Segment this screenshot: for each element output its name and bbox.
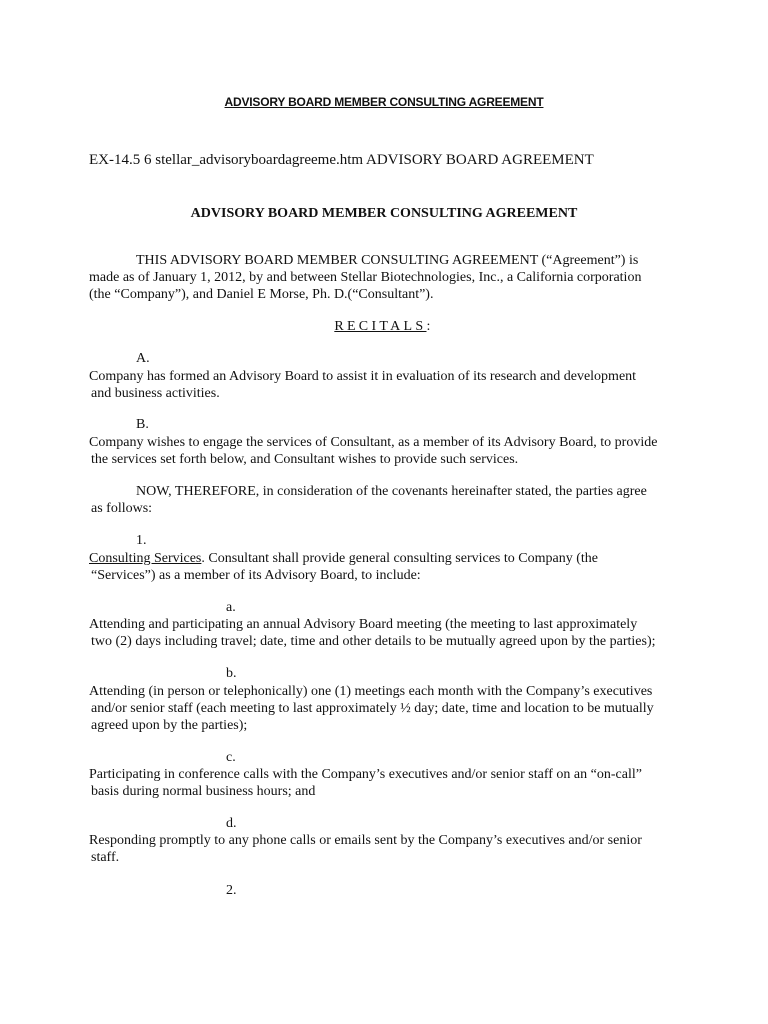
recitals-colon: : [426, 319, 434, 334]
intro-line: made as of January 1, 2012, by and between Stellar Biotechnologies, Inc., a California corporation [89, 270, 642, 285]
item-line: basis during normal business hours; and [91, 784, 316, 799]
item-marker: b. [226, 666, 237, 681]
recitals-heading [0, 318, 768, 335]
item-marker: d. [226, 816, 237, 831]
item-line: Attending and participating an annual Advisory Board meeting (the meeting to last approximately [89, 617, 638, 632]
recital-a [89, 368, 689, 402]
item-line: agreed upon by the parties); [91, 718, 248, 733]
item-line: and/or senior staff (each meeting to last approximately ½ day; date, time and location to be mutually [91, 701, 654, 716]
item-line: Responding promptly to any phone calls or emails sent by the Company’s executives and/or senior [89, 833, 642, 848]
recital-line: and business activities. [91, 386, 220, 401]
item-d [89, 832, 689, 866]
item-c [89, 766, 689, 800]
item-a [89, 616, 689, 650]
recital-marker: B. [136, 417, 149, 432]
therefore-line: as follows: [91, 501, 153, 516]
section-1 [89, 550, 689, 584]
recital-line: the services set forth below, and Consultant wishes to provide such services. [91, 452, 519, 467]
therefore-line: NOW, THEREFORE, in consideration of the covenants hereinafter stated, the parties agree [136, 484, 647, 499]
item-marker: c. [226, 750, 236, 765]
section-marker: 1. [136, 533, 147, 548]
section-marker: 2. [226, 883, 237, 898]
section-line: . Consultant shall provide general consulting services to Company (the [201, 551, 598, 566]
item-b [89, 683, 689, 734]
document-title: ADVISORY BOARD MEMBER CONSULTING AGREEMENT [190, 206, 578, 221]
recital-b [89, 434, 689, 468]
item-line: Participating in conference calls with the Company’s executives and/or senior staff on an “on-call” [89, 767, 642, 782]
intro-paragraph [89, 252, 689, 303]
item-marker: a. [226, 600, 236, 615]
recitals-heading-text: RECITALS [334, 319, 427, 334]
intro-line: (the “Company”), and Daniel E Morse, Ph. D.(“Consultant”). [89, 287, 434, 302]
recital-marker: A. [136, 351, 150, 366]
section-line: “Services”) as a member of its Advisory Board, to include: [91, 568, 421, 583]
item-line: Attending (in person or telephonically) one (1) meetings each month with the Company’s executives [89, 684, 653, 699]
section-heading: Consulting Services [89, 551, 202, 566]
recital-line: Company has formed an Advisory Board to assist it in evaluation of its research and development [89, 369, 637, 384]
item-line: two (2) days including travel; date, time and other details to be mutually agreed upon by the parties); [91, 634, 656, 649]
recital-line: Company wishes to engage the services of Consultant, as a member of its Advisory Board, to provide [89, 435, 658, 450]
intro-line: THIS ADVISORY BOARD MEMBER CONSULTING AGREEMENT (“Agreement”) is [136, 253, 639, 268]
therefore-paragraph [89, 483, 689, 517]
exhibit-line: EX-14.5 6 stellar_advisoryboardagreeme.htm ADVISORY BOARD AGREEMENT [89, 152, 594, 168]
item-line: staff. [91, 850, 120, 865]
header-title: ADVISORY BOARD MEMBER CONSULTING AGREEMENT [224, 95, 544, 109]
